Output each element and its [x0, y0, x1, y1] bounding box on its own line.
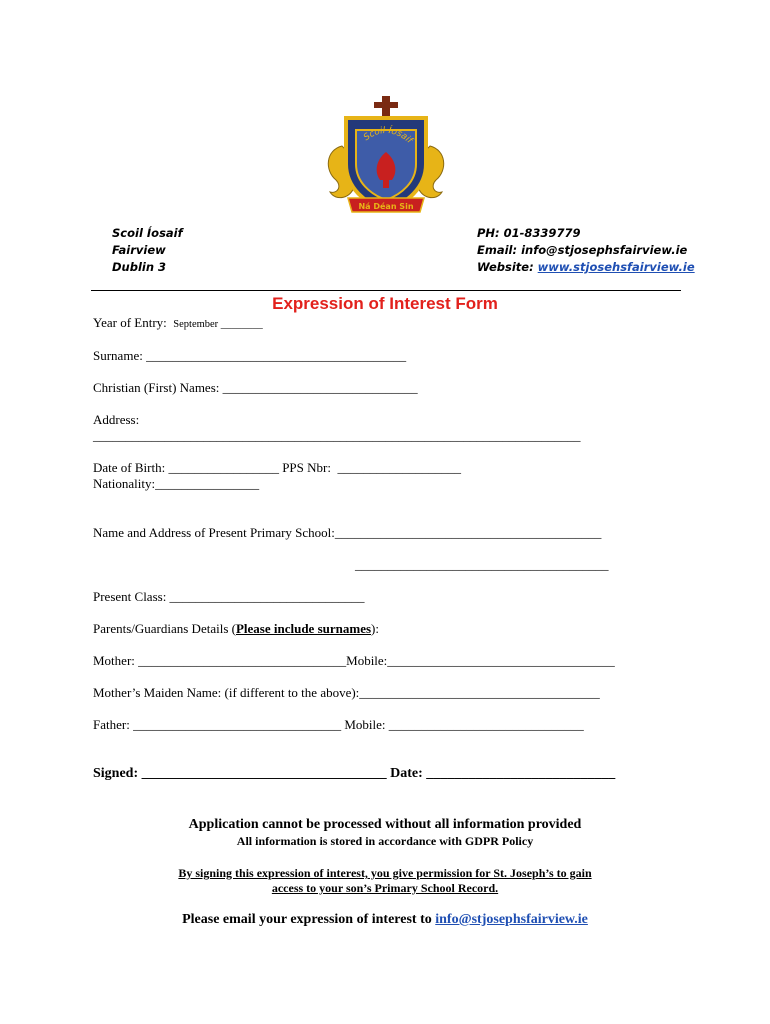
primary-school-field-continued[interactable]: _______________________________________	[355, 557, 609, 572]
present-class-field[interactable]: Present Class: ______________________________	[93, 589, 365, 604]
surname-field[interactable]: Surname: ________________________________________	[93, 348, 407, 363]
parents-details-label	[93, 621, 379, 637]
incomplete-warning: Application cannot be processed without all information provided	[188, 817, 582, 832]
school-area: Fairview	[112, 243, 166, 257]
permission-note-line1: By signing this expression of interest, you give permission for St. Joseph’s to gain	[178, 866, 592, 880]
form-title: Expression of Interest Form	[272, 294, 498, 313]
year-of-entry-field[interactable]	[93, 315, 263, 331]
svg-text:Scoil Íosaif: Scoil Íosaif	[362, 125, 414, 146]
phone-number: PH: 01-8339779	[477, 226, 581, 240]
address-field[interactable]: ___________________________________________________________________________	[93, 428, 581, 443]
parents-label-prefix: Parents/Guardians Details (	[93, 621, 236, 636]
school-address-block	[112, 225, 183, 276]
gdpr-note: All information is stored in accordance with GDPR Policy	[236, 834, 534, 848]
website-link[interactable]: www.stjosehsfairview.ie	[537, 260, 695, 274]
school-name: Scoil Íosaif	[112, 226, 183, 240]
website-row	[477, 259, 695, 276]
address-label: Address:	[93, 412, 140, 427]
year-of-entry-value: September ________	[173, 319, 263, 330]
maiden-name-field[interactable]: Mother’s Maiden Name: (if different to the above):_____________________________________	[93, 685, 600, 700]
primary-school-field[interactable]: Name and Address of Present Primary School:_________________________________________	[93, 525, 602, 540]
parents-label-emphasis: Please include surnames	[235, 621, 372, 636]
permission-note-line2: access to your son’s Primary School Record.	[271, 881, 499, 895]
dob-pps-field[interactable]: Date of Birth: _________________ PPS Nbr: ___________________	[93, 460, 461, 475]
school-city: Dublin 3	[112, 260, 167, 274]
email-link[interactable]: info@stjosephsfairview.ie	[435, 912, 588, 927]
signed-date-field[interactable]: Signed: ___________________________________ Date: ___________________________	[93, 766, 616, 781]
christian-names-field[interactable]: Christian (First) Names: ______________________________	[93, 380, 418, 395]
parents-label-suffix: ):	[371, 621, 379, 636]
school-contact-block	[477, 225, 695, 276]
email-instruction-text: Please email your expression of interest to	[182, 912, 436, 927]
email-address: Email: info@stjosephsfairview.ie	[477, 243, 688, 257]
website-label: Website:	[477, 260, 538, 274]
father-field[interactable]: Father: ________________________________ Mobile: ______________________________	[93, 717, 584, 732]
header-divider	[91, 290, 681, 291]
svg-text:Ná Déan Sin: Ná Déan Sin	[358, 202, 414, 211]
email-instruction	[0, 912, 770, 928]
school-crest-logo	[322, 94, 450, 220]
year-of-entry-label: Year of Entry:	[93, 315, 171, 330]
mother-field[interactable]: Mother: ________________________________Mobile:___________________________________	[93, 653, 615, 668]
nationality-field[interactable]: Nationality:________________	[93, 476, 260, 491]
